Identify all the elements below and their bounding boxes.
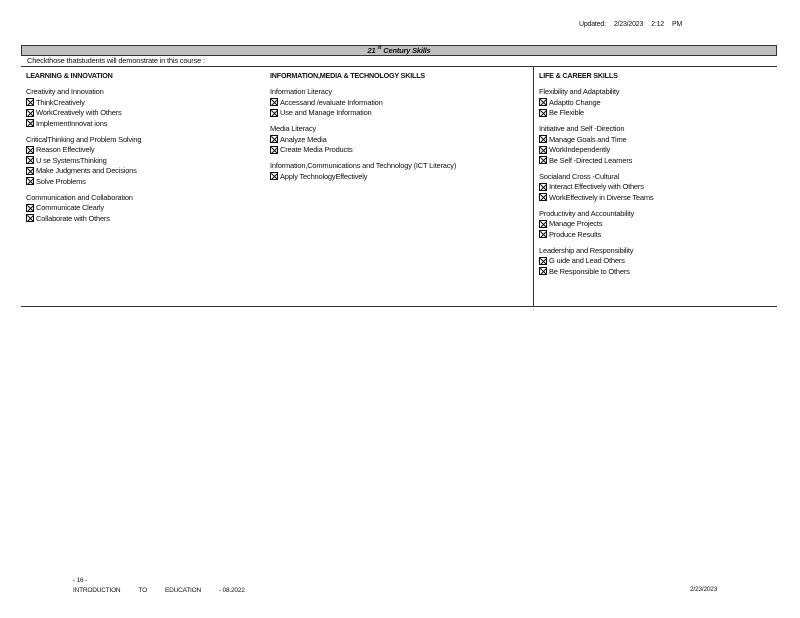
table-bottom-border [21,306,777,307]
checked-box-icon[interactable] [270,109,278,117]
skill-group [539,124,777,166]
skill-item [270,97,533,108]
skill-item-label: Adaptto Change [549,97,601,107]
skill-item [270,171,533,182]
check-instruction: Checkthose thatstudents will demonstrate in this course : [21,56,777,67]
skill-item-label: U se SystemsThinking [36,155,107,165]
skill-item [26,155,265,166]
skill-item [539,192,777,203]
skill-group [270,124,533,155]
column-header: INFORMATION,MEDIA & TECHNOLOGY SKILLS [270,71,425,80]
skill-item-label: Be Self -Directed Learners [549,155,633,165]
column-life-career [533,67,777,307]
updated-label: Updated: [579,21,606,28]
skill-item-label: Collaborate with Others [36,213,110,223]
skill-group-title: Initiative and Self -Direction [539,124,625,133]
checked-box-icon[interactable] [539,146,547,154]
skill-group [270,161,533,182]
checked-box-icon[interactable] [26,119,34,127]
checked-box-icon[interactable] [539,156,547,164]
skill-item-label: WorkCreatively with Others [36,108,122,118]
skill-item [26,108,265,119]
checked-box-icon[interactable] [26,204,34,212]
table-title [21,45,777,56]
skill-group [539,172,777,203]
skill-item-label: ImplementInnovat ions [36,118,108,128]
skill-item-label: WorkIndependently [549,145,611,155]
skill-item [26,145,265,156]
skill-item [539,256,777,267]
skill-item [270,134,533,145]
footer-course: INTRODUCTION [73,587,121,594]
checked-box-icon[interactable] [26,177,34,185]
skill-item [26,166,265,177]
skill-item-label: Apply TechnologyEffectively [280,171,368,181]
column-header: LEARNING & INNOVATION [26,71,113,80]
skill-item-label: Manage Goals and Time [549,134,627,144]
skill-item [270,145,533,156]
skill-item [26,203,265,214]
checked-box-icon[interactable] [270,98,278,106]
checked-box-icon[interactable] [26,109,34,117]
skill-item [26,213,265,224]
checked-box-icon[interactable] [539,220,547,228]
skill-group-title: Leadership and Responsibility [539,245,634,255]
skill-group [539,209,777,240]
skill-group-title: Communication and Collaboration [26,192,133,202]
skill-group [26,87,265,129]
page-number: - 16 - [73,577,87,584]
column-learning-innovation [21,67,265,307]
skill-item [539,155,777,166]
checked-box-icon[interactable] [26,146,34,154]
updated-stamp [579,21,690,28]
skill-group-title: CriticalThinking and Problem Solving [26,134,142,144]
skill-item-label: ThinkCreatively [36,97,85,107]
skill-item-label: Analyze Media [280,134,327,144]
skill-item-label: G uide and Lead Others [549,256,625,266]
footer-date: 2/23/2023 [690,586,718,593]
title-text: Century Skills [383,46,431,55]
checked-box-icon[interactable] [539,257,547,265]
updated-date: 2/23/2023 [613,21,644,28]
skill-group-title: Productivity and Accountability [539,208,635,218]
skill-item-label: Communicate Clearly [36,203,104,213]
skill-item-label: Be Responsible to Others [549,266,630,276]
checked-box-icon[interactable] [539,267,547,275]
skill-group-title: Flexibility and Adaptability [539,87,620,96]
skill-item-label: Accessand /evaluate Information [280,97,383,107]
skill-group-title: Media Literacy [270,124,316,133]
footer-code: - 08.2022 [218,587,245,594]
checked-box-icon[interactable] [26,214,34,222]
skill-item [539,108,777,119]
footer-subject: EDUCATION [164,587,201,594]
title-number: 21 [367,46,376,55]
skill-item [26,118,265,129]
footer-to: TO [138,587,147,594]
skill-item [539,145,777,156]
checked-box-icon[interactable] [539,193,547,201]
checked-box-icon[interactable] [539,183,547,191]
updated-time: 2:12 [651,21,664,28]
skill-item-label: Be Flexible [549,108,584,118]
column-header: LIFE & CAREER SKILLS [539,71,618,80]
skill-item-label: Produce Results [549,229,602,239]
skill-group-title: Creativity and Innovation [26,87,104,96]
skills-table [21,45,777,307]
skill-item [26,97,265,108]
checked-box-icon[interactable] [539,109,547,117]
skill-group-title: Socialand Cross -Cultural [539,171,620,181]
page-footer [73,576,263,596]
skill-item [539,182,777,193]
checked-box-icon[interactable] [539,135,547,143]
skill-group [26,135,265,187]
skill-group [539,246,777,277]
skill-group [26,193,265,224]
title-superscript: st [377,45,382,51]
updated-ampm: PM [671,21,683,28]
checked-box-icon[interactable] [26,167,34,175]
skill-group [270,87,533,118]
skill-item-label: Reason Effectively [36,145,95,155]
skill-group [539,87,777,118]
skill-item-label: Interact Effectively with Others [549,182,644,192]
checked-box-icon[interactable] [270,172,278,180]
skill-item-label: Manage Projects [549,219,603,229]
checked-box-icon[interactable] [539,98,547,106]
skill-item-label: Create Media Products [280,145,353,155]
checked-box-icon[interactable] [539,230,547,238]
skill-item [26,176,265,187]
column-information-media-technology [265,67,533,307]
checked-box-icon[interactable] [270,146,278,154]
skill-item [539,134,777,145]
skill-item-label: Solve Problems [36,176,86,186]
skill-group-title: Information Literacy [270,87,332,96]
skill-item [539,219,777,230]
skill-item-label: WorkEffectively in Diverse Teams [549,192,654,202]
skill-item-label: Use and Manage Information [280,108,372,118]
skill-item [539,266,777,277]
checked-box-icon[interactable] [270,135,278,143]
skill-group-title: Information,Communications and Technology (ICT Literacy) [270,161,457,170]
skill-item [270,108,533,119]
checked-box-icon[interactable] [26,98,34,106]
checked-box-icon[interactable] [26,156,34,164]
skill-item [539,229,777,240]
skill-item-label: Make Judgments and Decisions [36,166,137,176]
skill-item [539,97,777,108]
